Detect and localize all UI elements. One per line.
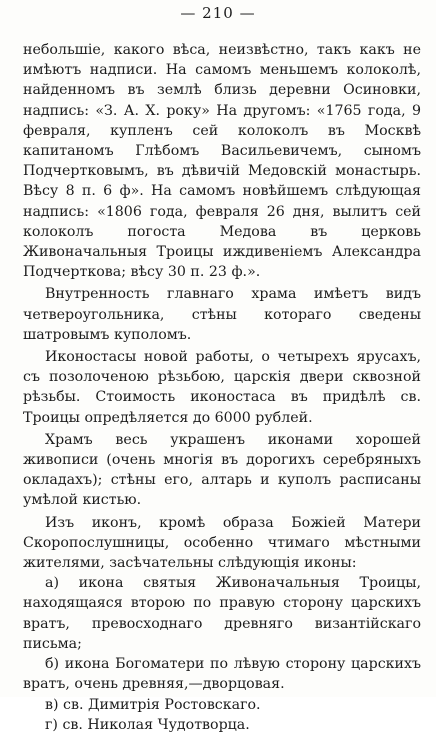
paragraph-bells: небольшіе, какого вѣса, неизвѣстно, такъ какъ не имѣютъ надписи. На самомъ меньшемъ колоколѣ, найденномъ въ землѣ близь деревни Осиновки, надпись: «З. А. Х. року» На другомъ: «1765 года, 9 февраля, купленъ сей колоколъ въ Москвѣ капитаномъ Глѣбомъ Васильевичемъ, сыномъ Подчертковымъ, въ дѣвичій Медовскій монастырь. Вѣсу 8 п. 6 ф». На самомъ новѣйшемъ слѣдующая надпись: «1806 года, февраля 26 дня, вылитъ сей колоколъ погоста Медова въ церковь Живоначальныя Троицы иждивеніемъ Александра Подчерткова; вѣсу 30 п. 23 ф.». (23, 42, 421, 281)
paragraph-interior: Внутренность главнаго храма имѣетъ видъ четвероугольника, стѣны котораго сведены шатровымъ куполомъ. (23, 286, 421, 343)
list-item-d: г) св. Николая Чудотворца. (45, 716, 250, 733)
page-number: — 210 — (180, 4, 256, 22)
body-text (23, 40, 421, 735)
paragraph-iconostasis: Иконостасы новой работы, о четырехъ ярусахъ, съ позолоченою рѣзьбою, царскія двери сквозной рѣзьбы. Стоимость иконостаса въ придѣлѣ св. Троицы опредѣляется до 6000 рублей. (23, 349, 421, 426)
list-item-c: в) св. Димитрія Ростовскаго. (45, 696, 261, 713)
list-item-b: б) икона Богоматери по лѣвую сторону царскихъ вратъ, очень древняя,—дворцовая. (23, 656, 421, 693)
paragraph-icons-intro: Изъ иконъ, кромѣ образа Божіей Матери Скоропослушницы, особенно чтимаго мѣстными жителями, засѣчательны слѣдующія иконы: (23, 514, 421, 572)
paragraph-decoration: Храмъ весь украшенъ иконами хорошей живописи (очень многія въ дорогихъ серебряныхъ окладахъ); стѣны его, алтарь и куполъ расписаны умѣлой кистью. (23, 431, 421, 509)
list-item-a: а) икона святыя Живоначальныя Троицы, находящаяся второю по правую сторону царскихъ вратъ, превосходнаго древняго византійскаго письма; (23, 575, 421, 652)
